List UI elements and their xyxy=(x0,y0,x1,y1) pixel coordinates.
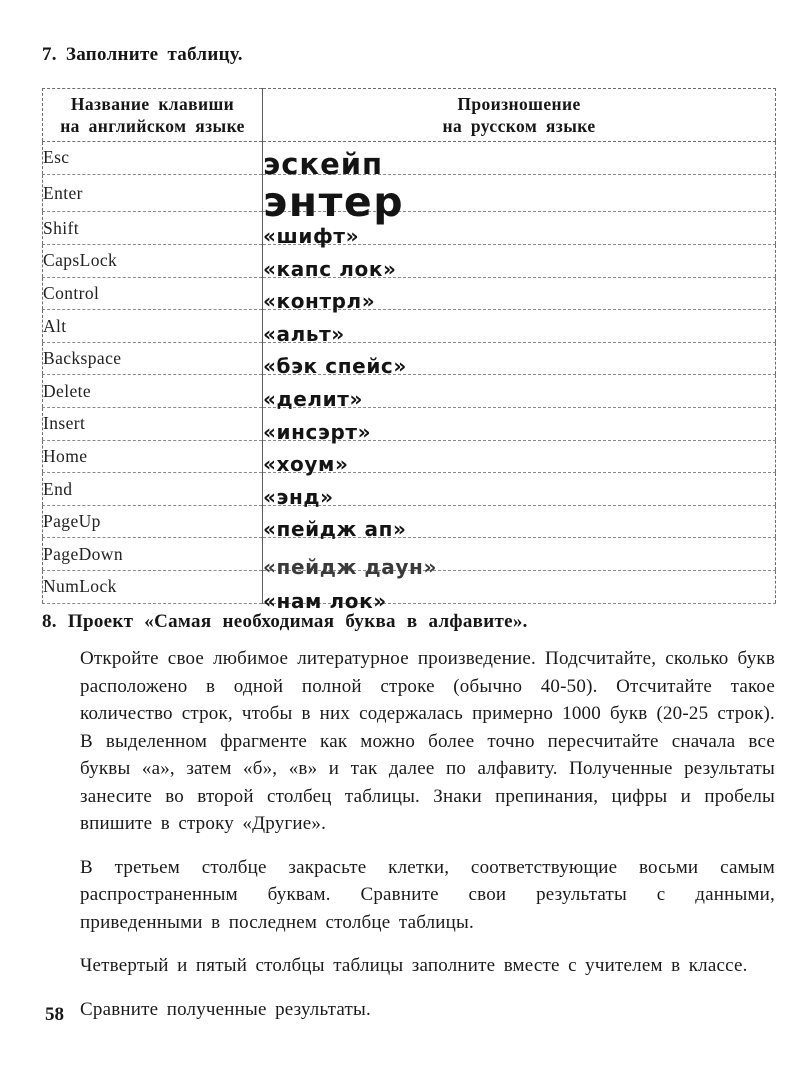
pronunciation-answer: «делит» xyxy=(263,387,364,412)
paragraph: Сравните полученные результаты. xyxy=(80,998,371,1020)
pronunciation-cell xyxy=(263,342,776,379)
pronunciation-cell xyxy=(263,310,776,346)
pronunciation-cell xyxy=(263,245,776,281)
pronunciation-answer: «контрл» xyxy=(263,289,376,314)
table-row xyxy=(43,473,776,506)
pronunciation-cell xyxy=(263,142,776,181)
table-row xyxy=(43,440,776,473)
key-name: NumLock xyxy=(43,571,263,604)
table-row xyxy=(43,277,776,310)
pronunciation-cell xyxy=(263,538,776,580)
pronunciation-answer: «альт» xyxy=(263,321,345,346)
key-pronunciation-table xyxy=(42,88,776,613)
column-header-russian xyxy=(263,89,776,142)
pronunciation-cell xyxy=(263,174,776,226)
table-row xyxy=(43,245,776,278)
key-name: Home xyxy=(43,440,263,473)
pronunciation-answer: «бэк спейс» xyxy=(263,354,407,379)
table-row xyxy=(43,538,776,571)
task8-title: 8. Проект «Самая необходимая буква в алфавите». xyxy=(42,611,528,632)
table-row xyxy=(43,505,776,538)
key-name: Control xyxy=(43,277,263,310)
table-header-row xyxy=(43,89,776,142)
key-name: Enter xyxy=(43,174,263,212)
pronunciation-answer: «хоум» xyxy=(263,452,349,477)
pronunciation-answer: эскейп xyxy=(263,146,384,181)
paragraph: Откройте свое любимое литературное произведение. Подсчитайте, сколько букв расположено в одной полной строке (обычно 40-50). Отсчитайте такое количество строк, чтобы в них содержалась примерно 1000 букв (20-25 строк). В выделенном фрагменте как можно более точно пересчитайте сначала все буквы «а», затем «б», «в» и так далее по алфавиту. Полученные результаты занесите во второй столбец таблицы. Знаки препинания, цифры и пробелы впишите в строку «Другие». xyxy=(80,648,775,834)
pronunciation-answer: «пейдж ап» xyxy=(263,517,407,542)
table-row xyxy=(43,310,776,343)
task7-title: 7. Заполните таблицу. xyxy=(42,44,243,65)
task8-instructions xyxy=(80,645,775,1039)
key-name: End xyxy=(43,473,263,506)
header-line: Произношение xyxy=(457,94,581,114)
table-row xyxy=(43,174,776,212)
key-name: Esc xyxy=(43,142,263,175)
key-name: Insert xyxy=(43,408,263,441)
header-line: Название клавиши xyxy=(70,94,235,114)
pronunciation-cell xyxy=(263,440,776,477)
key-name: PageUp xyxy=(43,505,263,538)
pronunciation-answer: «нам лок» xyxy=(263,588,387,613)
header-line: на английском языке xyxy=(60,116,245,136)
table-row xyxy=(43,375,776,408)
key-name: Backspace xyxy=(43,342,263,375)
pronunciation-answer: «капс лок» xyxy=(263,256,397,281)
pronunciation-cell xyxy=(263,277,776,314)
key-name: PageDown xyxy=(43,538,263,571)
key-name: Shift xyxy=(43,212,263,245)
pronunciation-answer: «пейдж даун» xyxy=(263,555,437,580)
pronunciation-cell xyxy=(263,375,776,412)
column-header-english xyxy=(43,89,263,142)
pronunciation-cell xyxy=(263,505,776,542)
key-name: Delete xyxy=(43,375,263,408)
table-row xyxy=(43,342,776,375)
pronunciation-cell xyxy=(263,408,776,444)
header-line: на русском языке xyxy=(442,116,596,136)
paragraph: В третьем столбце закрасьте клетки, соответствующие восьми самым распространенным буквам. Сравните свои результаты с данными, приведенными в последнем столбце таблицы. xyxy=(80,856,775,933)
pronunciation-cell xyxy=(263,473,776,509)
table-row xyxy=(43,212,776,245)
paragraph: Четвертый и пятый столбцы таблицы заполните вместе с учителем в классе. xyxy=(80,955,748,976)
pronunciation-answer: «энд» xyxy=(263,484,334,509)
page-number: 58 xyxy=(45,1004,64,1025)
pronunciation-answer: «инсэрт» xyxy=(263,419,372,444)
pronunciation-answer: «шифт» xyxy=(263,224,360,249)
table-row xyxy=(43,408,776,441)
key-name: CapsLock xyxy=(43,245,263,278)
pronunciation-answer: энтер xyxy=(263,177,405,226)
key-name: Alt xyxy=(43,310,263,343)
table-row xyxy=(43,142,776,175)
